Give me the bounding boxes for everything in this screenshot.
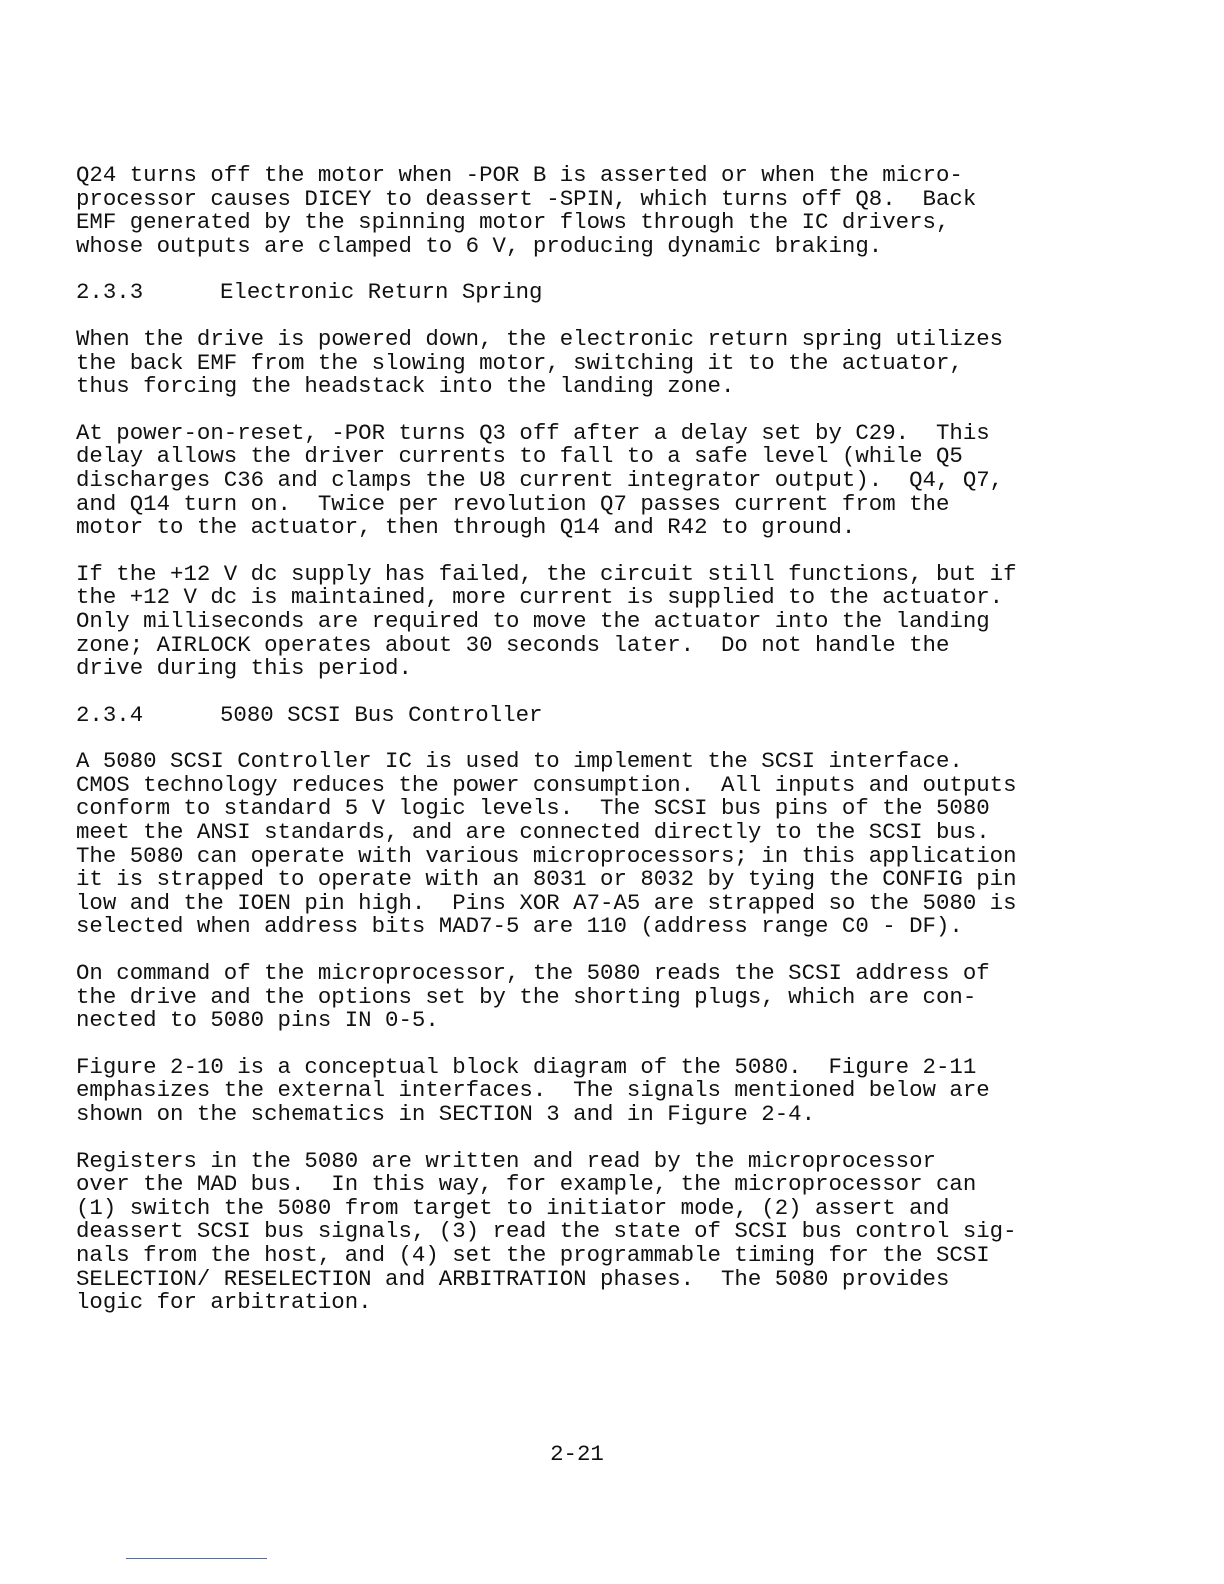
- page-number: 2-21: [550, 1441, 604, 1467]
- paragraph-scsi-address: On command of the microprocessor, the 5080 reads the SCSI address of the drive and the options set by the shorting plugs, which are con- nected to 5080 pins IN 0-5.: [76, 960, 990, 1034]
- document-body: [76, 164, 1116, 1338]
- section-number: 2.3.4: [76, 701, 144, 728]
- section-number: 2.3.3: [76, 279, 144, 306]
- section-heading-2-3-3: [76, 281, 1116, 305]
- paragraph-return-spring: When the drive is powered down, the electronic return spring utilizes the back EMF from the slowing motor, switching it to the actuator, thus forcing the headstack into the landing zone.: [76, 325, 1004, 400]
- paragraph-registers: Registers in the 5080 are written and read by the microprocessor over the MAD bus. In this way, for example, the microprocessor can (1) switch the 5080 from target to initiator mode, (2) assert and deassert SCSI bus signals, (3) read the state of SCSI bus control sig- nals from the host, and (4) set the programmable timing for the SCSI SELECTION/ RESELECTION and ARBITRATION phases. The 5080 provides logic for arbitration.: [76, 1147, 1017, 1316]
- paragraph-motor-braking: Q24 turns off the motor when -POR B is asserted or when the micro- processor causes DICEY to deassert -SPIN, which turns off Q8. Back EMF generated by the spinning motor flows through the IC drivers, whose outputs are clamped to 6 V, producing dynamic braking.: [76, 162, 977, 259]
- section-title: 5080 SCSI Bus Controller: [220, 701, 543, 728]
- paragraph-power-on-reset: At power-on-reset, -POR turns Q3 off after a delay set by C29. This delay allows the driver currents to fall to a safe level (while Q5 discharges C36 and clamps the U8 current integrator output). Q4, Q7, and Q14 turn on. Twice per revolution Q7 passes current from the motor to the actuator, then through Q14 and R42 to ground.: [76, 419, 1004, 541]
- footer-rule: [126, 1558, 267, 1559]
- paragraph-scsi-controller: A 5080 SCSI Controller IC is used to implement the SCSI interface. CMOS technology reduces the power consumption. All inputs and outputs conform to standard 5 V logic levels. The SCSI bus pins of the 5080 meet the ANSI standards, and are connected directly to the SCSI bus. The 5080 can operate with various microprocessors; in this application it is strapped to operate with an 8031 or 8032 by tying the CONFIG pin low and the IOEN pin high. Pins XOR A7-A5 are strapped so the 5080 is selected when address bits MAD7-5 are 110 (address range C0 - DF).: [76, 748, 1017, 940]
- section-title: Electronic Return Spring: [220, 279, 543, 306]
- section-heading-2-3-4: [76, 701, 1116, 728]
- paragraph-supply-failed: If the +12 V dc supply has failed, the circuit still functions, but if the +12 V dc is maintained, more current is supplied to the actuator. Only milliseconds are required to move the actuator into the landing zone; AIRLOCK operates about 30 seconds later. Do not handle the drive during this period.: [76, 560, 1017, 682]
- paragraph-figure-reference: Figure 2-10 is a conceptual block diagram of the 5080. Figure 2-11 emphasizes the external interfaces. The signals mentioned below are shown on the schematics in SECTION 3 and in Figure 2-4.: [76, 1053, 990, 1127]
